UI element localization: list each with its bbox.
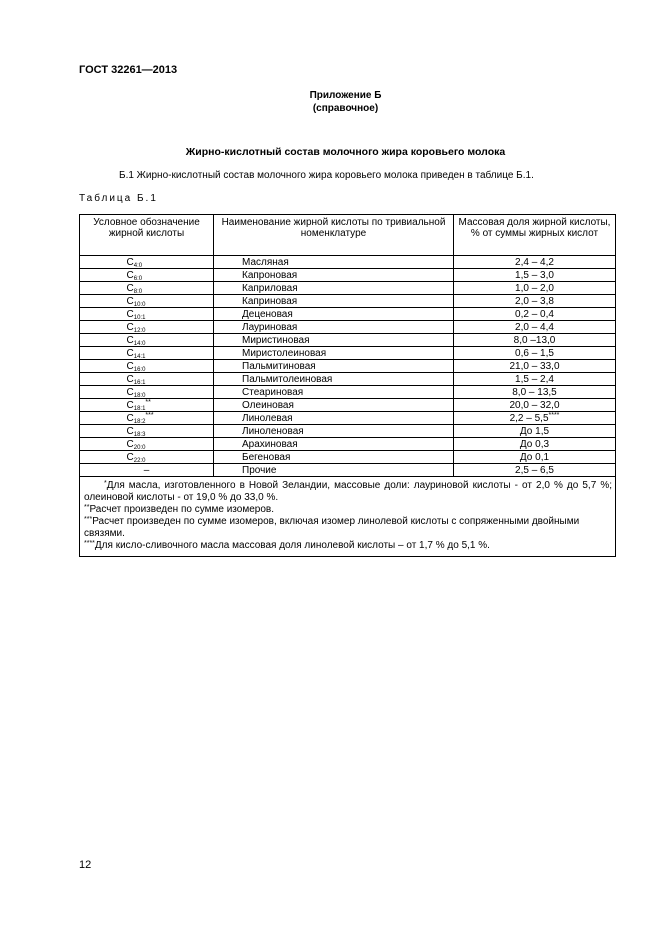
designation-letter: C [126,282,134,294]
designation-wrap [127,335,167,346]
cell-name: Пальмитолеиновая [214,373,454,386]
appendix-title: Приложение Б [309,90,382,101]
cell-value [454,282,616,295]
designation-index: 16:0 [133,366,146,373]
value-text: 0,2 – 0,4 [515,308,554,320]
cell-name: Каприновая [214,295,454,308]
designation-wrap [127,465,167,476]
table-row [80,347,616,360]
designation-wrap [127,374,167,385]
table-notes [80,477,616,557]
cell-designation [80,451,214,464]
notes-row [80,477,616,557]
fatty-acid-table [79,214,616,557]
designation-letter: C [126,438,134,450]
cell-designation [80,373,214,386]
cell-name: Лауриновая [214,321,454,334]
cell-value [454,464,616,477]
value-text: 0,6 – 1,5 [515,347,554,359]
designation-letter: C [126,386,134,398]
designation-letter: C [126,269,134,281]
cell-name: Миристолеиновая [214,347,454,360]
designation-letter: C [126,360,134,372]
header-name: Наименование жирной кислоты по тривиальной номенклатуре [214,215,454,256]
designation-letter: C [126,321,134,333]
designation-index: 18:0 [133,392,146,399]
designation-letter: – [143,464,150,476]
designation-index: 8:0 [133,288,143,295]
table-row [80,321,616,334]
table-row [80,373,616,386]
note-3 [84,516,612,540]
cell-value [454,295,616,308]
value-text: До 0,3 [519,438,550,450]
designation-letter: C [126,373,134,385]
page-number: 12 [79,859,92,871]
cell-designation [80,256,214,269]
intro-paragraph: Б.1 Жирно-кислотный состав молочного жира коровьего молока приведен в таблице Б.1. [119,170,534,181]
cell-value [454,412,616,425]
table-row [80,295,616,308]
designation-index: 6:0 [133,275,143,282]
cell-name: Олеиновая [214,399,454,412]
designation-letter: C [126,399,134,411]
footnote-mark: ** [145,398,151,406]
cell-name: Капроновая [214,269,454,282]
table-row [80,464,616,477]
cell-name: Стеариновая [214,386,454,399]
table-row [80,399,616,412]
designation-wrap [127,283,167,294]
cell-value [454,347,616,360]
designation-letter: C [126,308,134,320]
note-1 [84,480,612,504]
designation-index: 20:0 [133,444,146,451]
cell-designation [80,386,214,399]
designation-wrap [127,439,167,450]
cell-designation [80,438,214,451]
table-row [80,438,616,451]
table-row [80,269,616,282]
cell-value [454,360,616,373]
value-text: До 1,5 [519,425,550,437]
designation-wrap [127,452,167,463]
cell-value [454,334,616,347]
cell-name: Пальмитиновая [214,360,454,373]
cell-value [454,373,616,386]
designation-wrap [127,426,167,437]
table-header-row [80,215,616,256]
cell-designation [80,295,214,308]
designation-wrap [127,257,167,268]
cell-name: Миристиновая [214,334,454,347]
cell-designation [80,282,214,295]
table-row [80,451,616,464]
designation-index: 18:3 [133,431,146,438]
table-row [80,386,616,399]
designation-letter: C [126,412,134,424]
designation-letter: C [126,334,134,346]
cell-designation [80,464,214,477]
document-header: ГОСТ 32261—2013 [79,64,178,76]
table-row [80,425,616,438]
value-text: 8,0 –13,0 [513,334,556,346]
cell-value [454,386,616,399]
value-text: 2,5 – 6,5 [515,464,554,476]
value-text: 1,5 – 2,4 [515,373,554,385]
designation-letter: C [126,256,134,268]
value-text: 2,0 – 3,8 [515,295,554,307]
value-text: 1,0 – 2,0 [515,282,554,294]
designation-wrap [127,361,167,372]
cell-designation [80,308,214,321]
appendix-heading [0,89,661,115]
table-row [80,360,616,373]
header-designation: Условное обозначение жирной кислоты [80,215,214,256]
designation-index: 16:1 [133,379,146,386]
cell-designation [80,399,214,412]
note-mark: ** [84,504,90,511]
designation-index: 4:0 [133,262,143,269]
cell-designation [80,425,214,438]
footnote-mark: **** [548,411,560,419]
note-text: Расчет произведен по сумме изомеров, включая изомер линолевой кислоты с сопряженными двойными связями. [84,516,580,539]
designation-index: 18:2 [133,418,146,425]
designation-wrap [127,348,167,359]
table-row [80,256,616,269]
value-text: 2,0 – 4,4 [515,321,554,333]
value-text: 20,0 – 32,0 [509,399,560,411]
cell-value [454,308,616,321]
table-row [80,282,616,295]
section-title: Жирно-кислотный состав молочного жира коровьего молока [185,146,506,158]
designation-wrap [127,400,167,411]
designation-index: 10:0 [133,301,146,308]
cell-value [454,256,616,269]
cell-value [454,425,616,438]
footnote-mark: *** [145,411,154,419]
cell-designation [80,334,214,347]
designation-index: 12:0 [133,327,146,334]
designation-index: 10:1 [133,314,146,321]
cell-value [454,321,616,334]
note-text: Для кисло-сливочного масла массовая доля линолевой кислоты – от 1,7 % до 5,1 %. [94,540,490,551]
note-text: Расчет произведен по сумме изомеров. [89,504,274,515]
cell-value [454,451,616,464]
cell-designation [80,269,214,282]
note-mark: * [104,480,107,487]
designation-letter: C [126,425,134,437]
designation-letter: C [126,295,134,307]
value-text: 21,0 – 33,0 [509,360,560,372]
table-row [80,412,616,425]
note-mark: *** [84,516,93,523]
note-2 [84,504,612,516]
cell-name: Бегеновая [214,451,454,464]
designation-wrap [127,270,167,281]
cell-name: Масляная [214,256,454,269]
cell-name: Линоленовая [214,425,454,438]
note-mark: **** [84,540,95,547]
designation-wrap [127,322,167,333]
designation-wrap [127,296,167,307]
cell-value [454,438,616,451]
note-text: Для масла, изготовленного в Новой Зеландии, массовые доли: лауриновой кислоты - от 2,0 % до 5,7 %; олеиновой кислоты - от 19,0 % до 33,0 %. [84,480,612,503]
cell-value [454,269,616,282]
designation-wrap [127,413,167,424]
value-text: 1,5 – 3,0 [515,269,554,281]
table-row [80,308,616,321]
value-text: До 0,1 [519,451,550,463]
note-4 [84,540,612,552]
cell-name: Каприловая [214,282,454,295]
cell-name: Деценовая [214,308,454,321]
designation-letter: C [126,347,134,359]
designation-letter: C [126,451,134,463]
appendix-type: (справочное) [312,103,379,114]
designation-wrap [127,387,167,398]
value-text: 2,4 – 4,2 [515,256,554,268]
cell-designation [80,360,214,373]
table-caption: Таблица Б.1 [79,193,158,204]
value-text: 8,0 – 13,5 [512,386,557,398]
designation-index: 22:0 [133,457,146,464]
designation-index: 14:1 [133,353,146,360]
cell-designation [80,321,214,334]
cell-value [454,399,616,412]
designation-wrap [127,309,167,320]
designation-index: 14:0 [133,340,146,347]
cell-designation [80,412,214,425]
cell-name: Арахиновая [214,438,454,451]
cell-name: Линолевая [214,412,454,425]
cell-name: Прочие [214,464,454,477]
designation-index: 18:1 [133,405,146,412]
cell-designation [80,347,214,360]
value-text: 2,2 – 5,5 [509,412,549,424]
header-mass-fraction: Массовая доля жирной кислоты, % от суммы жирных кислот [454,215,616,256]
table-row [80,334,616,347]
